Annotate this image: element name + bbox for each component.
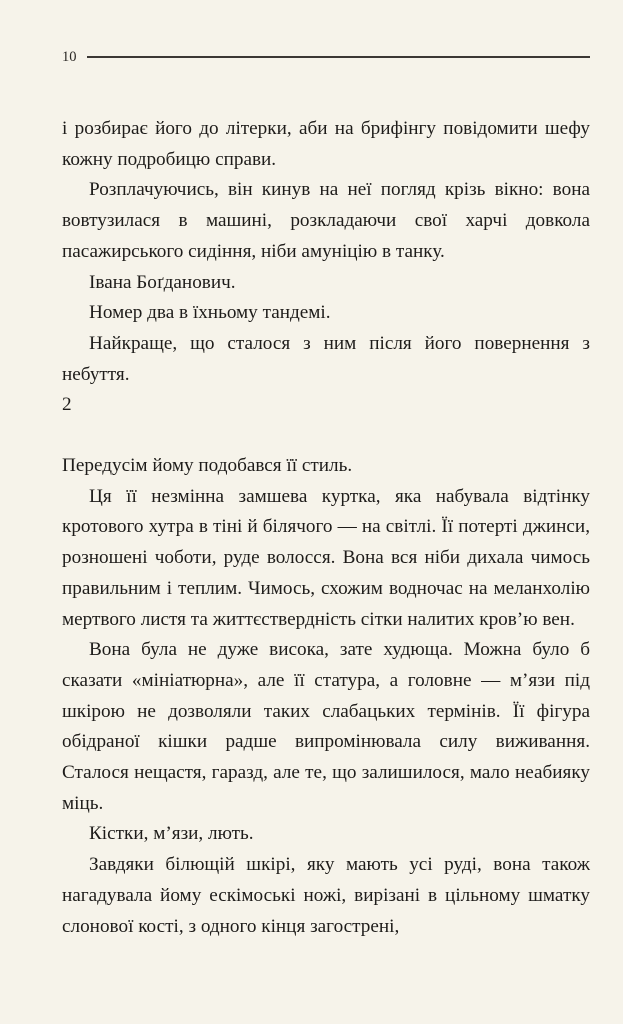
paragraph: Завдяки білющій шкірі, яку мають усі руді, вона також нагадувала йому ескімоські ножі, вирізані в цільному шматку слонової кості, з одного кінця загострені, [62, 854, 590, 937]
section-number: 2 [62, 394, 72, 416]
paragraph: Номер два в їхньому тандемі. [89, 302, 331, 324]
paragraph: і розбирає його до літерки, аби на брифінгу повідомити шефу кожну подробицю справи. [62, 118, 590, 170]
paragraph: Івана Боґданович. [89, 271, 236, 293]
paragraph: Розплачуючись, він кинув на неї погляд крізь вікно: вона вовтузилася в машині, розкладаючи свої харчі довкола пасажирського сидіння, ніби амуніцію в танку. [62, 179, 590, 262]
paragraph: Ця її незмінна замшева куртка, яка набувала відтінку кротового хутра в тіні й білячого — на світлі. Її потерті джинси, розношені чоботи, руде волосся. Вона вся ніби дихала чимось правильним і теплим. Чимось, схожим водночас на меланхолію мертвого листя та життєствердність сітки налитих кров’ю вен. [62, 485, 590, 630]
header-rule [87, 56, 591, 57]
page-header [62, 45, 590, 69]
paragraph: Найкраще, що сталося з ним після його повернення з небуття. [62, 332, 590, 385]
page-number: 10 [62, 48, 77, 65]
paragraph: Кістки, м’язи, лють. [89, 823, 254, 845]
body-text [62, 114, 590, 942]
paragraph: Передусім йому подобався її стиль. [62, 455, 353, 477]
paragraph: Вона була не дуже висока, зате худюща. Можна було б сказати «мініатюрна», але її статура, а головне — м’язи під шкірою не дозволяли таких слабацьких термінів. Її фігура обідраної кішки радше випромінювала силу виживання. Сталося нещастя, гаразд, але те, що залишилося, мало неабияку міць. [62, 639, 590, 814]
